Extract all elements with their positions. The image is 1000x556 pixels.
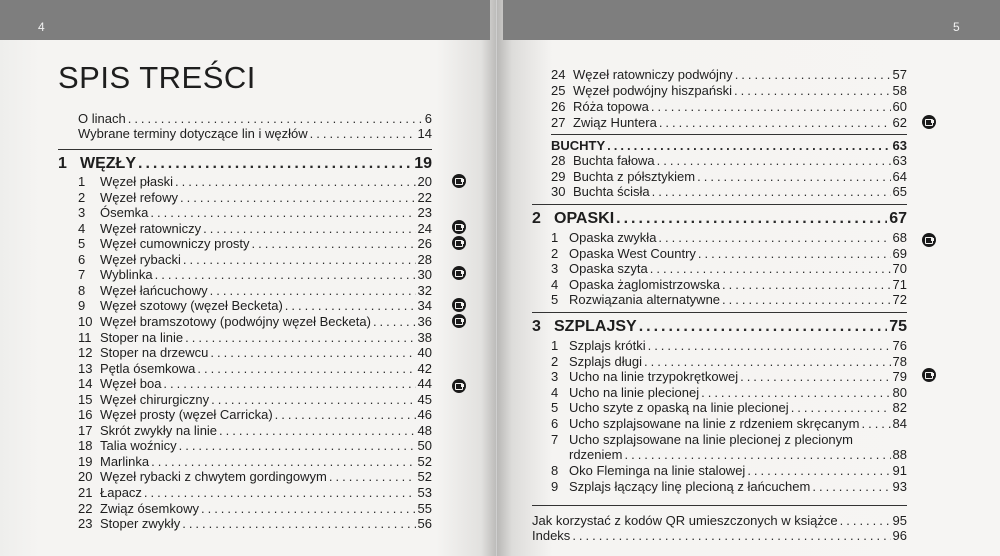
entry-label: Ucho na linie plecionej xyxy=(569,384,700,400)
toc-entry[interactable] xyxy=(551,416,907,431)
entry-label: Węzeł prosty (węzeł Carricka) xyxy=(100,407,273,423)
toc-entry[interactable] xyxy=(78,469,432,484)
qr-video-icon xyxy=(452,298,466,312)
entry-number: 21 xyxy=(78,485,93,500)
toc-entry[interactable] xyxy=(551,277,907,292)
toc-entry[interactable] xyxy=(78,516,432,531)
page-number: 4 xyxy=(38,20,45,34)
qr-video-icon xyxy=(452,174,466,188)
entry-label: Wybrane terminy dotyczące lin i węzłów xyxy=(78,126,308,141)
toc-entry[interactable] xyxy=(78,376,432,391)
toc-entry[interactable] xyxy=(78,190,432,205)
qr-video-icon xyxy=(452,266,466,280)
toc-entry[interactable] xyxy=(551,230,907,245)
entry-page: 34 xyxy=(417,298,432,314)
toc-entry[interactable] xyxy=(78,392,432,407)
chapter-number: 3 xyxy=(532,318,541,335)
toc-entry[interactable] xyxy=(551,261,907,276)
entry-page: 55 xyxy=(417,500,432,516)
entry-label: Indeks xyxy=(532,528,571,543)
toc-entry[interactable] xyxy=(78,361,432,376)
chapter-heading[interactable] xyxy=(532,319,907,334)
entry-label: Buchta fałowa xyxy=(573,153,655,168)
entry-page: 63 xyxy=(892,153,907,168)
entry-page: 80 xyxy=(892,384,907,400)
entry-label: Węzeł łańcuchowy xyxy=(100,282,208,298)
entry-page: 40 xyxy=(417,345,432,361)
toc-entry[interactable] xyxy=(551,385,907,400)
entry-label: Jak korzystać z kodów QR umieszczonych w książce xyxy=(532,513,838,528)
entry-label: Szplajs krótki xyxy=(569,338,646,353)
entry-page: 79 xyxy=(892,369,907,384)
qr-video-icon xyxy=(452,314,466,328)
entry-page: 64 xyxy=(892,168,907,184)
entry-number: 23 xyxy=(78,516,93,532)
entry-page: 88 xyxy=(892,447,907,462)
entry-number: 16 xyxy=(78,407,93,423)
entry-label: Związ ósemkowy xyxy=(100,500,199,516)
entry-label: Ucho szyte z opaską na linie plecionej xyxy=(569,400,789,415)
entry-label: Buchta z półsztykiem xyxy=(573,168,696,184)
entry-number: 25 xyxy=(551,83,566,98)
entry-page: 56 xyxy=(417,516,432,532)
entry-label: Szplajs długi xyxy=(569,353,642,369)
toc-entry[interactable] xyxy=(78,283,432,298)
qr-video-icon xyxy=(922,368,936,382)
toc-entry[interactable] xyxy=(78,126,432,141)
entry-label: Pętla ósemkowa xyxy=(100,360,196,376)
toc-entry[interactable] xyxy=(78,423,432,438)
toc-entry[interactable] xyxy=(551,463,907,478)
entry-label: Węzeł chirurgiczny xyxy=(100,391,210,407)
entry-page: 23 xyxy=(417,205,432,221)
entry-label: Szplajs łączący linę plecioną z łańcuchem xyxy=(569,478,811,494)
entry-page: 48 xyxy=(417,422,432,438)
toc-entry[interactable] xyxy=(78,236,432,251)
left-page xyxy=(0,0,496,556)
entry-number: 6 xyxy=(78,251,86,267)
entry-number: 8 xyxy=(551,463,559,478)
entry-label: Węzeł płaski xyxy=(100,174,173,189)
entry-page: 60 xyxy=(892,99,907,114)
toc-entry[interactable] xyxy=(551,338,907,353)
toc-entry[interactable] xyxy=(78,221,432,236)
entry-number: 3 xyxy=(551,261,559,276)
entry-label: Wyblinka xyxy=(100,267,153,283)
entry-number: 9 xyxy=(78,298,86,314)
toc-entry[interactable] xyxy=(551,246,907,261)
entry-label: O linach xyxy=(78,111,126,126)
entry-page: 38 xyxy=(417,329,432,345)
toc-entry[interactable] xyxy=(78,174,432,189)
toc-entry[interactable] xyxy=(78,252,432,267)
header-band xyxy=(503,0,1000,40)
entry-page: 58 xyxy=(892,83,907,98)
entry-label: Węzeł bramszotowy (podwójny węzeł Becketa) xyxy=(100,313,371,329)
entry-label: Ósemka xyxy=(100,205,149,221)
entry-number: 22 xyxy=(78,500,93,516)
entry-number: 11 xyxy=(78,329,92,345)
entry-label: Węzeł ratowniczy xyxy=(100,220,202,236)
entry-label: Talia woźnicy xyxy=(100,438,177,454)
entry-page: 65 xyxy=(892,184,907,199)
divider xyxy=(58,149,432,150)
page-number: 5 xyxy=(953,20,960,34)
entry-label: Węzeł refowy xyxy=(100,189,179,205)
section-heading[interactable] xyxy=(551,138,907,153)
entry-page: 44 xyxy=(417,376,432,392)
entry-label: rdzeniem xyxy=(569,447,623,462)
entry-label: Ucho na linie trzypokrętkowej xyxy=(569,369,739,384)
entry-number: 5 xyxy=(551,292,559,307)
entry-label: Rozwiązania alternatywne xyxy=(569,292,721,307)
toc-entry[interactable] xyxy=(532,513,907,528)
entry-page: 24 xyxy=(417,220,432,236)
entry-page: 72 xyxy=(892,292,907,307)
entry-number: 3 xyxy=(551,369,559,384)
toc-entry[interactable] xyxy=(551,83,907,98)
entry-label: Łapacz xyxy=(100,485,142,500)
entry-label: Węzeł rybacki z chwytem gordingowym xyxy=(100,469,327,485)
entry-label: Węzeł szotowy (węzeł Becketa) xyxy=(100,298,283,314)
entry-label: Węzeł podwójny hiszpański xyxy=(573,83,732,98)
entry-label: Opaska West Country xyxy=(569,245,696,261)
entry-page: 52 xyxy=(417,469,432,485)
entry-number: 28 xyxy=(551,153,566,168)
toc-entry[interactable] xyxy=(551,369,907,384)
entry-page: 28 xyxy=(417,251,432,267)
qr-video-icon xyxy=(922,115,936,129)
divider xyxy=(532,505,907,506)
entry-label: Róża topowa xyxy=(573,99,649,114)
entry-number: 7 xyxy=(551,432,559,447)
entry-page: 84 xyxy=(892,415,907,431)
entry-label: Ucho szplajsowane na linie z rdzeniem skręcanym xyxy=(569,415,860,431)
entry-page: 53 xyxy=(417,485,432,500)
entry-number: 7 xyxy=(78,267,86,283)
toc-entry[interactable] xyxy=(78,298,432,313)
entry-label: Węzeł cumowniczy prosty xyxy=(100,236,250,252)
entry-number: 12 xyxy=(78,345,93,361)
divider xyxy=(532,204,907,205)
entry-number: 4 xyxy=(551,384,559,400)
toc-entry[interactable] xyxy=(78,330,432,345)
toc-entry[interactable] xyxy=(78,267,432,282)
entry-page: 46 xyxy=(417,407,432,423)
entry-page: 42 xyxy=(417,360,432,376)
header-band xyxy=(0,0,490,40)
entry-page: 70 xyxy=(892,261,907,276)
entry-label: Stoper zwykły xyxy=(100,516,181,532)
entry-label: Stoper na linie xyxy=(100,329,184,345)
entry-label: Opaska zwykła xyxy=(569,230,657,245)
entry-number: 19 xyxy=(78,453,93,469)
chapter-page: 75 xyxy=(889,318,907,335)
chapter-heading[interactable] xyxy=(532,211,907,226)
chapter-heading[interactable] xyxy=(58,156,432,171)
toc-entry[interactable] xyxy=(78,205,432,220)
entry-page: 62 xyxy=(892,115,907,130)
entry-number: 5 xyxy=(551,400,559,415)
toc-entry[interactable] xyxy=(78,345,432,360)
chapter-page: 67 xyxy=(889,210,907,227)
entry-number: 2 xyxy=(551,353,559,369)
entry-number: 14 xyxy=(78,376,93,392)
entry-page: 36 xyxy=(417,313,432,329)
entry-page: 6 xyxy=(424,111,432,126)
qr-video-icon xyxy=(452,379,466,393)
entry-number: 5 xyxy=(78,236,86,252)
entry-page: 52 xyxy=(417,453,432,469)
toc-entry[interactable] xyxy=(551,99,907,114)
entry-number: 24 xyxy=(551,67,566,82)
chapter-page: 19 xyxy=(414,155,432,172)
entry-page: 93 xyxy=(892,478,907,494)
section-page: 63 xyxy=(892,138,907,153)
entry-number: 4 xyxy=(551,276,559,292)
chapter-title: OPASKI xyxy=(554,210,615,227)
entry-label: Opaska szyta xyxy=(569,261,648,276)
toc-entry-line1[interactable] xyxy=(551,432,853,447)
entry-page: 20 xyxy=(417,174,432,189)
entry-number: 9 xyxy=(551,478,559,494)
qr-video-icon xyxy=(452,220,466,234)
entry-number: 3 xyxy=(78,205,86,221)
toc-entry[interactable] xyxy=(551,479,907,494)
toc-entry[interactable] xyxy=(551,169,907,184)
entry-number: 29 xyxy=(551,168,566,184)
entry-number: 18 xyxy=(78,438,93,454)
entry-label: Buchta ścisła xyxy=(573,184,650,199)
chapter-title: WĘZŁY xyxy=(80,155,136,172)
entry-number: 4 xyxy=(78,220,86,236)
entry-number: 13 xyxy=(78,360,93,376)
entry-number: 1 xyxy=(551,230,559,245)
toc-entry[interactable] xyxy=(78,438,432,453)
page-title: SPIS TREŚCI xyxy=(58,60,256,95)
qr-video-icon xyxy=(452,236,466,250)
entry-page: 57 xyxy=(892,67,907,82)
entry-page: 45 xyxy=(417,391,432,407)
entry-number: 26 xyxy=(551,99,566,114)
entry-number: 30 xyxy=(551,184,566,199)
entry-number: 8 xyxy=(78,282,86,298)
entry-page: 68 xyxy=(892,230,907,245)
toc-entry[interactable] xyxy=(551,67,907,82)
entry-page: 76 xyxy=(892,338,907,353)
entry-number: 27 xyxy=(551,115,566,130)
entry-label: Opaska żaglomistrzowska xyxy=(569,276,720,292)
entry-label: Ucho szplajsowane na linie plecionej z plecionym xyxy=(569,432,853,447)
toc-entry[interactable] xyxy=(551,153,907,168)
toc-entry[interactable] xyxy=(551,115,907,130)
entry-number: 6 xyxy=(551,415,559,431)
entry-page: 26 xyxy=(417,236,432,252)
entry-label: Węzeł rybacki xyxy=(100,251,181,267)
qr-video-icon xyxy=(922,233,936,247)
section-title: BUCHTY xyxy=(551,138,606,153)
toc-entry[interactable] xyxy=(569,447,907,462)
toc-entry[interactable] xyxy=(78,501,432,516)
entry-page: 22 xyxy=(417,189,432,205)
entry-page: 91 xyxy=(892,463,907,478)
entry-page: 69 xyxy=(892,245,907,261)
entry-label: Związ Huntera xyxy=(573,115,657,130)
entry-page: 50 xyxy=(417,438,432,454)
entry-page: 32 xyxy=(417,282,432,298)
entry-page: 82 xyxy=(892,400,907,415)
entry-page: 96 xyxy=(892,528,907,543)
entry-label: Marlinka xyxy=(100,453,150,469)
toc-entry[interactable] xyxy=(78,314,432,329)
toc-entry[interactable] xyxy=(78,407,432,422)
right-page xyxy=(497,0,1000,556)
toc-entry[interactable] xyxy=(551,354,907,369)
chapter-number: 1 xyxy=(58,155,67,172)
divider xyxy=(551,134,907,135)
entry-page: 30 xyxy=(417,267,432,283)
toc-entry[interactable] xyxy=(78,111,432,126)
entry-label: Oko Fleminga na linie stalowej xyxy=(569,463,746,478)
entry-page: 14 xyxy=(417,126,432,141)
toc-entry[interactable] xyxy=(532,528,907,543)
entry-number: 17 xyxy=(78,422,93,438)
entry-page: 71 xyxy=(892,276,907,292)
entry-number: 15 xyxy=(78,391,93,407)
entry-page: 95 xyxy=(892,513,907,528)
entry-number: 1 xyxy=(551,338,559,353)
entry-label: Skrót zwykły na linie xyxy=(100,422,218,438)
entry-number: 10 xyxy=(78,313,93,329)
entry-page: 78 xyxy=(892,353,907,369)
entry-number: 20 xyxy=(78,469,93,485)
entry-label: Stoper na drzewcu xyxy=(100,345,209,361)
entry-number: 2 xyxy=(78,189,86,205)
chapter-number: 2 xyxy=(532,210,541,227)
entry-number: 2 xyxy=(551,245,559,261)
toc-entry[interactable] xyxy=(78,485,432,500)
chapter-title: SZPLAJSY xyxy=(554,318,637,335)
entry-number: 1 xyxy=(78,174,86,189)
entry-label: Węzeł ratowniczy podwójny xyxy=(573,67,733,82)
toc-entry[interactable] xyxy=(78,454,432,469)
entry-label: Węzeł boa xyxy=(100,376,162,392)
toc-entry[interactable] xyxy=(551,292,907,307)
divider xyxy=(532,312,907,313)
toc-entry[interactable] xyxy=(551,400,907,415)
toc-entry[interactable] xyxy=(551,184,907,199)
